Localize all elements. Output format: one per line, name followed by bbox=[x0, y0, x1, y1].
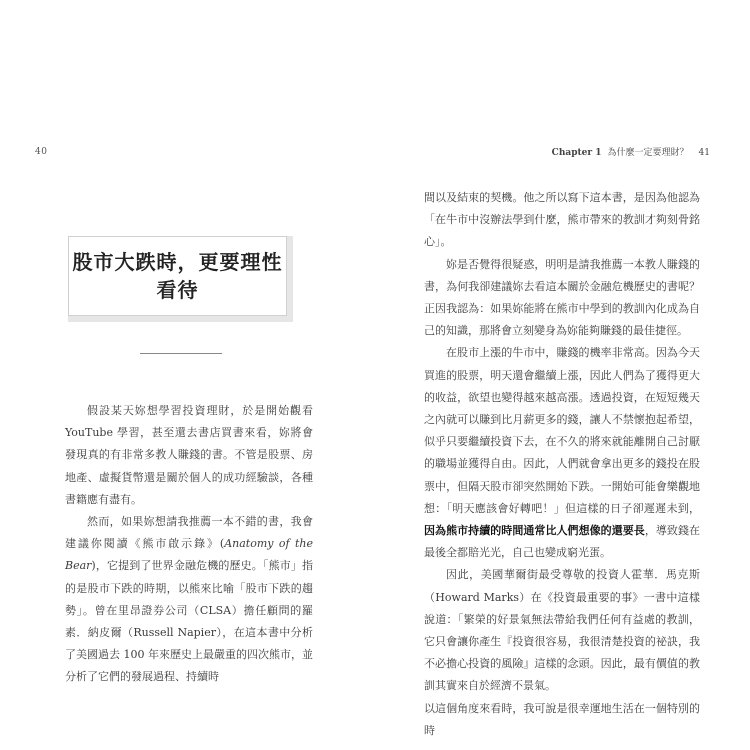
paragraph: 以這個角度來看時，我可說是很幸運地生活在一個特別的時 bbox=[424, 701, 700, 737]
section-title-frame bbox=[68, 236, 287, 316]
book-title-english: Anatomy of the Bear bbox=[65, 537, 313, 573]
section-title-line2: 看待 bbox=[156, 278, 199, 302]
running-header bbox=[552, 145, 710, 158]
paragraph bbox=[424, 342, 700, 564]
paragraph: 因此，美國華爾街最受尊敬的投資人霍華．馬克斯（Howard Marks）在《投資最重要的事》一書中這樣說道：「繁榮的好景氣無法帶給我們任何有益處的教訓，它只會讓你產生『投資很容易，我很清楚投資的祕訣，我不必擔心投資的風險』這樣的念頭。因此，最有價值的教訓其實來自於經濟不景氣。 bbox=[424, 568, 700, 693]
page-number-right: 41 bbox=[698, 148, 710, 158]
paragraph-text: 在股市上漲的牛市中，賺錢的機率非常高。因為今天買進的股票，明天還會繼續上漲，因此人們為了獲得更大的收益，欲望也變得越來越高漲。透過投資，在短短幾天之內就可以賺到比月薪更多的錢，讓人不禁懷抱起希望，似乎只要繼續投資下去，在不久的將來就能離開自己討厭的職場並獲得自由。因此，人們就會拿出更多的錢投在股票中，但隔天股市卻突然開始下跌。一開始可能會樂觀地想：「明天應該會好轉吧！」但這樣的日子卻遲遲未到， bbox=[424, 346, 700, 515]
page-number-left: 40 bbox=[35, 147, 48, 157]
paragraph-text: ，導致錢在最後全都賠光光，自己也變成窮光蛋。 bbox=[424, 524, 701, 560]
chapter-label: Chapter 1 bbox=[551, 148, 602, 158]
paragraph: 妳是否覺得很疑惑，明明是請我推薦一本教人賺錢的書，為何我卻建議妳去看這本關於金融危機歷史的書呢？正因我認為：如果妳能將在熊市中學到的教訓內化成為自己的知識，那將會立刻變身為妳能夠賺錢的最佳捷徑。 bbox=[424, 257, 700, 338]
paragraph-text: )，它提到了世界金融危機的歷史。「熊市」指的是股市下跌的時期，以熊來比喻「股市下跌的趨勢」。曾在里昂證券公司（CLSA）擔任顧問的羅素．納皮爾（Russell Napier），在這本書中分析了美國過去 100 年來歷史上最嚴重的四次熊市，並分析了它們的發展過程、持續時 bbox=[65, 559, 313, 684]
section-title-line1: 股市大跌時，更要理性 bbox=[72, 250, 283, 274]
emphasis-text: 因為熊市持續的時間通常比人們想像的還要長 bbox=[424, 524, 645, 538]
section-title-box bbox=[68, 236, 293, 322]
section-title bbox=[73, 248, 283, 304]
chapter-title: 為什麼一定要理財？ bbox=[607, 148, 689, 158]
paragraph: 假設某天妳想學習投資理財，於是開始觀看 YouTube 學習，甚至還去書店買書來看，妳將會發現真的有非常多教人賺錢的書。不管是股票、房地產、虛擬貨幣還是關於個人的成功經驗談，各種書籍應有盡有。 bbox=[65, 404, 313, 506]
paragraph: 間以及結束的契機。他之所以寫下這本書，是因為他認為「在牛市中沒辦法學到什麼，熊市帶來的教訓才夠刻骨銘心」。 bbox=[424, 191, 700, 249]
right-body-text bbox=[424, 187, 700, 742]
left-body-text bbox=[65, 400, 313, 689]
paragraph-text: 然而，如果妳想請我推薦一本不錯的書，我會建議你閱讀《熊市啟示錄》( bbox=[65, 515, 313, 551]
paragraph bbox=[65, 511, 313, 689]
title-divider bbox=[140, 353, 222, 354]
